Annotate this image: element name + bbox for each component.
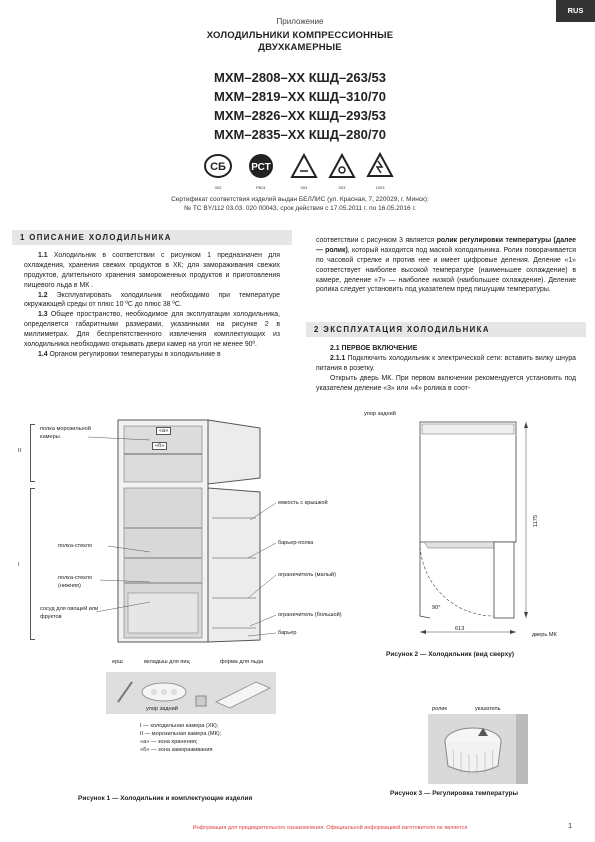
certificate-line-2: № ТС BY/112 03.03. 020 00043, срок действия с 17.05.2011 г. по 16.05.2016 г. <box>184 204 416 212</box>
document-title-line1: ХОЛОДИЛЬНИКИ КОМПРЕССИОННЫЕ <box>206 30 394 41</box>
figure-3-caption: Рисунок 3 — Регулировка температуры <box>390 790 519 797</box>
label-freezer-shelf: полка морозильной камеры <box>40 426 91 440</box>
label-limiter-small: ограничитель (малый) <box>278 572 336 578</box>
label-roller: ролик <box>432 706 447 712</box>
certificate-line-1: Сертификат соответствия изделий выдан БЕЛЛИС (ул. Красная, 7, 220029, г. Минск): <box>171 196 429 203</box>
document-title-line2: ДВУХКАМЕРНЫЕ <box>258 42 342 53</box>
figure-1-caption: Рисунок 1 — Холодильник и комплектующие изделия <box>78 795 253 802</box>
bracket-I <box>30 488 35 640</box>
zone-a-label: «а» <box>156 427 171 435</box>
refrigerator-illustration <box>110 418 270 648</box>
paragraph-1-1: 1.1 Холодильник в соответствии с рисунком 1 предназначен для охлаждения, хранения свежих продуктов в ХК; для замораживания свежих продуктов, длительного хранения замороженных продуктов и приготовления пищевого льда в МК . <box>24 252 280 289</box>
section-1-body <box>24 251 280 360</box>
label-glass-shelf: полка-стекло <box>58 543 93 549</box>
logo-code-5: 1003 <box>375 185 385 190</box>
label-vegetable-box: сосуд для овощей или фруктов <box>40 606 99 620</box>
energy-mark-icon <box>366 152 394 180</box>
eac-triangle-icon <box>328 152 356 180</box>
eac-triangle-icon <box>290 152 318 180</box>
label-freezer-door: дверь МК <box>532 632 557 638</box>
dimension-width: 613 <box>455 626 465 632</box>
figure-1-legend: I — холодильная камера (ХК); II — морозильная камера (МК); «а» — зона хранения; «б» — зона замораживания <box>140 723 222 754</box>
page-number: 1 <box>568 821 573 830</box>
certificate-info <box>110 196 490 214</box>
label-pointer: указатель <box>475 706 501 712</box>
svg-text:РСТ: РСТ <box>251 162 271 173</box>
paragraph-1-4: 1.4 Органом регулировки температуры в холодильнике в <box>38 350 221 358</box>
label-barrier-shelf: барьер-полка <box>278 540 314 546</box>
paragraph-1-4-continued: соответствии с рисунком 3 является ролик регулировки температуры (далее — ролик), который находится под маской холодильника. Ролик поворачивается по часовой стрелке и против нее и имеет цифровые деления. Деление «1» соответствует наиболее высокой температуре (наименьшее охлаждение) в камере, деление «7» — наиболее низкой (наибольшее охлаждение). Деление ролика следует установить под указателем пред пишущим температуры. <box>316 237 576 294</box>
label-limiter-big: ограничитель (большой) <box>278 612 342 618</box>
label-lidded-container: емкость с крышкой <box>278 500 328 506</box>
logo-code-4: 003 <box>338 185 346 190</box>
label-rear-stop: упор задний <box>364 411 396 417</box>
svg-text:СБ: СБ <box>210 161 226 173</box>
section-2-body <box>316 344 576 393</box>
angle-label: 90° <box>432 605 441 611</box>
dimension-depth: 1175 <box>533 514 540 528</box>
roman-I-label: I <box>18 562 20 568</box>
bracket-II <box>30 424 35 482</box>
paragraph-2-1-2: Открыть дверь МК. При первом включении рекомендуется установить под указателем деление «3» или «4» ролика в соот- <box>316 374 576 392</box>
certification-logos <box>200 152 400 192</box>
right-column-text <box>316 236 576 295</box>
label-barrier: барьер <box>278 630 297 636</box>
section-2-header: 2 ЭКСПЛУАТАЦИЯ ХОЛОДИЛЬНИКА <box>306 322 586 337</box>
section-1-header: 1 ОПИСАНИЕ ХОЛОДИЛЬНИКА <box>12 230 292 245</box>
appendix-label: Приложение <box>276 17 324 26</box>
disclaimer-footer: Информация для предварительного ознакомления. Официальной информацией изготовителя не является <box>192 825 468 831</box>
temperature-roller-illustration <box>428 714 528 784</box>
figure-2-caption: Рисунок 2 — Холодильник (вид сверху) <box>386 651 515 658</box>
accessories-illustration <box>106 672 276 714</box>
accessories-panel <box>106 672 276 714</box>
cb-mark-icon <box>204 152 232 180</box>
logo-code-2: РБ01 <box>256 185 266 190</box>
label-egg-tray: вкладыш для яиц <box>144 659 190 665</box>
logo-code-3: 003 <box>300 185 308 190</box>
paragraph-1-3: 1.3 Общее пространство, необходимое для эксплуатации холодильника, определяется габаритными размерами, указанными на рисунке 2 в миллиметрах. Для беспрепятственного извлечения комплектующих из холодильника необходимо открывать двери камер на угол не менее 90º. <box>24 311 280 348</box>
top-view-diagram <box>400 418 550 638</box>
roman-II-label: II <box>18 448 22 454</box>
pct-mark-icon <box>247 152 275 180</box>
model-3: МХМ–2826–ХХ КШД–293/53 <box>214 108 386 123</box>
paragraph-2-1-1: 2.1.1 Подключить холодильник к электрической сети: вставить вилку шнура питания в розетку. <box>316 354 576 372</box>
model-2: МХМ–2819–ХХ КШД–310/70 <box>214 89 386 104</box>
label-rear-stop-accessory: упор задний <box>146 706 178 712</box>
label-glass-shelf-lower: полка-стекло (нижняя) <box>58 575 93 589</box>
label-ice-tray: форма для льда <box>220 659 263 665</box>
label-brush: ерш <box>112 659 123 665</box>
zone-b-label: «б» <box>152 442 167 450</box>
language-tab: RUS <box>556 0 595 22</box>
subsection-2-1-title: 2.1 ПЕРВОЕ ВКЛЮЧЕНИЕ <box>330 345 418 352</box>
logo-code-1: 002 <box>214 185 222 190</box>
paragraph-1-2: 1.2 Эксплуатировать холодильник необходимо при температуре окружающей среды от плюс 10 ºС до плюс 38 ºС. <box>24 291 280 309</box>
model-1: МХМ–2808–ХХ КШД–263/53 <box>214 70 386 85</box>
model-4: МХМ–2835–ХХ КШД–280/70 <box>214 127 386 142</box>
